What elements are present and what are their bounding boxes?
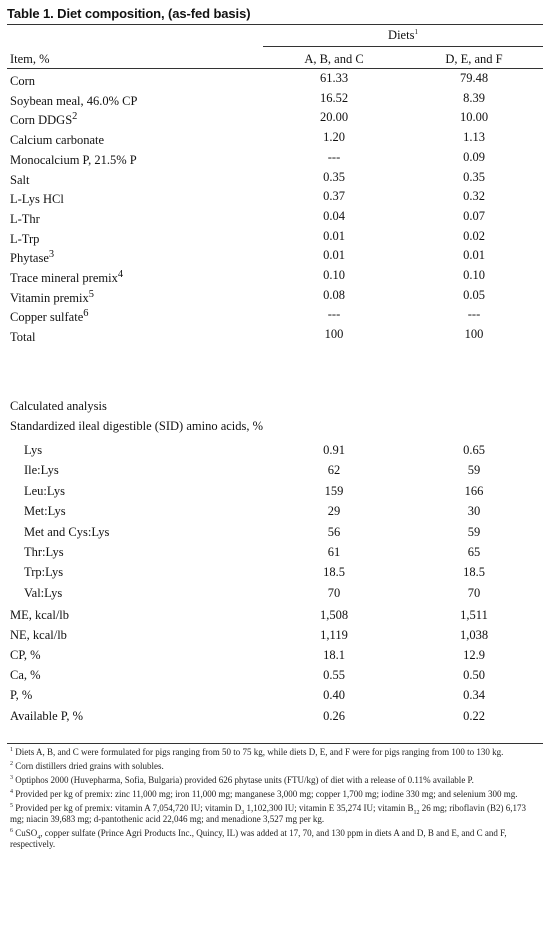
diets-column-group-header bbox=[263, 28, 543, 43]
diets-def-value: 1.13 bbox=[463, 130, 485, 145]
diets-def-value: 0.09 bbox=[463, 149, 485, 164]
diets-abc-value: --- bbox=[327, 307, 341, 322]
amino-acid-row bbox=[0, 522, 550, 542]
row-label: L-Trp bbox=[10, 231, 40, 246]
amino-acid-row bbox=[0, 481, 550, 501]
row-label: Vitamin premix$^5$ bbox=[10, 288, 94, 305]
amino-acid-row bbox=[0, 440, 550, 460]
row-label: L-Thr bbox=[10, 212, 40, 227]
amino-acid-row bbox=[0, 460, 550, 480]
analysis-row bbox=[0, 605, 550, 625]
ingredient-row bbox=[0, 186, 550, 206]
analysis-row bbox=[0, 706, 550, 726]
diets-def-value: 70 bbox=[467, 585, 481, 600]
footnote-3-mark: 3 bbox=[10, 775, 13, 781]
footnotes bbox=[10, 747, 542, 853]
diets-abc-value: 61.33 bbox=[319, 71, 349, 85]
diets-abc-value: 159 bbox=[324, 483, 344, 498]
diets-abc-value: 62 bbox=[327, 463, 341, 478]
row-footnote-mark: 4 bbox=[117, 269, 124, 280]
row-label: Lys bbox=[24, 443, 43, 457]
diets-def-value: 0.65 bbox=[463, 443, 485, 457]
row-label: Copper sulfate$^6$ bbox=[10, 308, 89, 325]
row-label: Salt bbox=[10, 172, 30, 187]
row-label: Monocalcium P, 21.5% P bbox=[10, 152, 137, 167]
footnote-5-text-b: 1,102,300 IU; vitamin E 35,274 IU; vitamin B bbox=[244, 803, 414, 813]
footnote-5 bbox=[10, 803, 542, 825]
ingredient-row bbox=[0, 324, 550, 344]
ingredient-row bbox=[0, 304, 550, 324]
diets-def-value: 10.00 bbox=[459, 110, 489, 125]
diets-def-value: 59 bbox=[467, 524, 481, 539]
footnote-2-text: Corn distillers dried grains with solubles. bbox=[15, 761, 164, 771]
footnote-6-text-a: CuSO bbox=[15, 828, 38, 838]
ingredient-row bbox=[0, 88, 550, 108]
calculated-analysis-heading-row bbox=[0, 396, 550, 416]
diets-def-value: 0.50 bbox=[463, 668, 485, 683]
footnote-4-mark: 4 bbox=[10, 789, 13, 795]
row-label: Trace mineral premix$^4$ bbox=[10, 269, 124, 286]
ingredient-row bbox=[0, 127, 550, 147]
footnote-1-text: Diets A, B, and C were formulated for pigs ranging from 50 to 75 kg, while diets D, E, and F were for pigs ranging from 100 to 130 kg. bbox=[15, 747, 504, 757]
footnote-5-text-c: 26 mg; riboflavin (B2) 6,173 mg; niacin 39,683 mg; d-pantothenic acid 22,046 mg; and menadione 3,527 mg per kg. bbox=[10, 803, 526, 824]
item-column-header: Item, % bbox=[10, 52, 50, 66]
ingredient-row bbox=[0, 107, 550, 127]
diets-abc-value: 0.04 bbox=[323, 208, 345, 223]
analysis-row bbox=[0, 625, 550, 645]
footnote-3 bbox=[10, 775, 542, 786]
ingredient-row bbox=[0, 147, 550, 167]
row-label: NE, kcal/lb bbox=[10, 628, 67, 643]
ingredient-row bbox=[0, 206, 550, 226]
analysis-row bbox=[0, 685, 550, 705]
diets-def-value: 59 bbox=[467, 463, 481, 478]
diets-def-value: 0.35 bbox=[463, 169, 485, 184]
ingredient-row bbox=[0, 68, 550, 88]
diets-footnote-mark: 1 bbox=[414, 27, 418, 36]
footnote-4-text: Provided per kg of premix: zinc 11,000 mg; iron 11,000 mg; manganese 3,000 mg; copper 1,700 mg; iodine 330 mg; and selenium 300 mg. bbox=[15, 789, 518, 799]
row-label: CP, % bbox=[10, 648, 41, 663]
diets-def-value: 0.32 bbox=[463, 189, 485, 204]
footnote-4 bbox=[10, 789, 542, 800]
diets-abc-value: 1.20 bbox=[323, 130, 345, 145]
row-label: Corn bbox=[10, 74, 35, 89]
diets-abc-value: 0.10 bbox=[323, 268, 345, 282]
ingredient-row bbox=[0, 265, 550, 285]
diets-def-value: 18.5 bbox=[463, 565, 485, 580]
row-label: Thr:Lys bbox=[24, 545, 64, 559]
diets-abc-value: 0.37 bbox=[323, 189, 345, 204]
row-label: Total bbox=[10, 330, 36, 345]
footnote-5-text-a: Provided per kg of premix: vitamin A 7,054,720 IU; vitamin D bbox=[15, 803, 242, 813]
bottom-rule bbox=[7, 743, 543, 744]
diets-abc-value: 1,119 bbox=[320, 628, 348, 643]
diets-def-value: 166 bbox=[464, 483, 484, 498]
diets-group-rule bbox=[263, 46, 543, 47]
row-footnote-mark: 2 bbox=[72, 111, 78, 123]
diets-def-value: 0.22 bbox=[463, 708, 485, 723]
row-label: Ca, % bbox=[10, 668, 41, 683]
footnote-5-mark: 5 bbox=[10, 803, 13, 809]
diets-def-value: 1,511 bbox=[460, 608, 488, 622]
amino-acid-row bbox=[0, 562, 550, 582]
diets-def-value: 79.48 bbox=[459, 71, 489, 85]
diets-label: Diets bbox=[388, 28, 415, 42]
row-label: Calcium carbonate bbox=[10, 133, 105, 148]
row-label: Met:Lys bbox=[24, 504, 66, 519]
sid-heading-row bbox=[0, 416, 550, 436]
diets-abc-value: 0.26 bbox=[323, 708, 345, 723]
diets-def-value: 65 bbox=[467, 545, 481, 559]
footnote-1 bbox=[10, 747, 542, 758]
row-label: Soybean meal, 46.0% CP bbox=[10, 93, 138, 108]
diets-abc-value: 100 bbox=[324, 327, 344, 342]
diets-abc-value: 1,508 bbox=[319, 608, 349, 622]
footnote-5-sub-d3: 3 bbox=[241, 809, 245, 816]
diets-def-value: 30 bbox=[467, 504, 481, 519]
footnote-6-mark: 6 bbox=[10, 828, 13, 834]
diets-abc-value: 0.01 bbox=[323, 228, 345, 243]
analysis-row bbox=[0, 645, 550, 665]
diets-def-value: 0.01 bbox=[463, 248, 485, 263]
diets-abc-value: 18.1 bbox=[323, 648, 345, 663]
amino-acid-row bbox=[0, 583, 550, 603]
row-footnote-mark: 5 bbox=[88, 288, 94, 300]
footnote-3-text: Optiphos 2000 (Huvepharma, Sofia, Bulgaria) provided 626 phytase units (FTU/kg) of diet with a release of 0.11% available P. bbox=[15, 775, 474, 785]
ingredient-row bbox=[0, 245, 550, 265]
diets-def-value: 100 bbox=[464, 327, 484, 342]
diets-abc-column-header: A, B, and C bbox=[304, 52, 364, 66]
top-rule bbox=[7, 24, 543, 25]
calculated-analysis-heading: Calculated analysis bbox=[10, 399, 107, 413]
footnote-6-text-b: , copper sulfate (Prince Agri Products Inc., Quincy, IL) was added at 17, 70, and 130 ppm in diets A and D, B and E, and C and F, respectively. bbox=[10, 828, 507, 849]
diets-abc-value: --- bbox=[327, 149, 341, 164]
diets-def-value: 0.05 bbox=[463, 287, 485, 302]
diets-def-value: 12.9 bbox=[463, 648, 485, 663]
diets-abc-value: 0.91 bbox=[323, 443, 345, 457]
row-label: ME, kcal/lb bbox=[10, 608, 70, 622]
analysis-row bbox=[0, 665, 550, 685]
footnote-2 bbox=[10, 761, 542, 772]
ingredient-row bbox=[0, 285, 550, 305]
footnote-6-sub-4: 4 bbox=[37, 834, 41, 841]
row-label: Met and Cys:Lys bbox=[24, 524, 110, 539]
diets-def-value: 0.34 bbox=[463, 688, 485, 703]
row-label: Phytase$^3$ bbox=[10, 249, 55, 266]
row-label: Val:Lys bbox=[24, 585, 63, 600]
footnote-5-sub-b12: 12 bbox=[413, 809, 420, 816]
diets-abc-value: 61 bbox=[327, 545, 341, 559]
diets-abc-value: 0.08 bbox=[323, 287, 345, 302]
diets-def-value: 0.10 bbox=[463, 268, 485, 282]
diets-abc-value: 20.00 bbox=[319, 110, 349, 125]
diets-def-value: --- bbox=[467, 307, 481, 322]
diets-def-value: 1,038 bbox=[459, 628, 489, 643]
row-label: P, % bbox=[10, 688, 33, 703]
diets-def-column-header: D, E, and F bbox=[445, 52, 503, 66]
row-label: Available P, % bbox=[10, 708, 84, 723]
amino-acid-row bbox=[0, 501, 550, 521]
row-label: Trp:Lys bbox=[24, 565, 64, 580]
row-label: L-Lys HCl bbox=[10, 192, 64, 207]
diets-abc-value: 16.52 bbox=[319, 90, 349, 105]
row-label: Corn DDGS$^2$ bbox=[10, 111, 78, 128]
row-footnote-mark: 3 bbox=[48, 249, 55, 261]
diets-def-value: 0.02 bbox=[463, 228, 485, 243]
row-label: Ile:Lys bbox=[24, 463, 59, 478]
footnote-1-mark: 1 bbox=[10, 747, 13, 753]
diets-abc-value: 56 bbox=[327, 524, 341, 539]
diets-def-value: 0.07 bbox=[463, 208, 485, 223]
ingredient-row bbox=[0, 226, 550, 246]
footnote-2-mark: 2 bbox=[10, 761, 13, 767]
ingredient-row bbox=[0, 167, 550, 187]
amino-acid-row bbox=[0, 542, 550, 562]
diets-abc-value: 0.01 bbox=[323, 248, 345, 263]
row-label: Leu:Lys bbox=[24, 483, 65, 498]
diets-abc-value: 0.40 bbox=[323, 688, 345, 703]
column-header-row bbox=[0, 49, 550, 69]
diets-abc-value: 29 bbox=[327, 504, 341, 519]
diets-abc-value: 70 bbox=[327, 585, 341, 600]
diets-abc-value: 18.5 bbox=[323, 565, 345, 580]
table-title: Table 1. Diet composition, (as-fed basis) bbox=[7, 6, 251, 21]
diets-abc-value: 0.35 bbox=[323, 169, 345, 184]
diets-def-value: 8.39 bbox=[463, 90, 485, 105]
diets-abc-value: 0.55 bbox=[323, 668, 345, 683]
row-footnote-mark: 6 bbox=[83, 308, 89, 320]
footnote-6 bbox=[10, 828, 542, 850]
sid-amino-acids-heading: Standardized ileal digestible (SID) amino acids, % bbox=[10, 419, 264, 433]
